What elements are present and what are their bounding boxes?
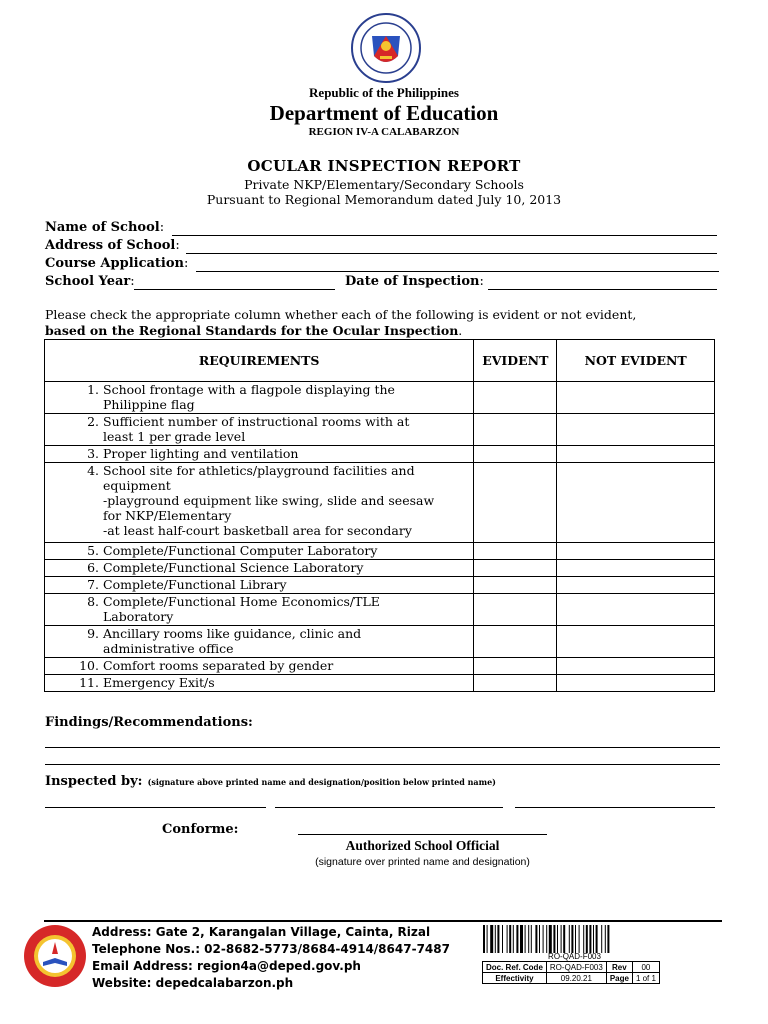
school-official-signature[interactable] xyxy=(298,834,547,835)
barcode-bar xyxy=(507,925,508,953)
footer-divider xyxy=(44,920,722,922)
requirement-number: 11. xyxy=(79,675,99,690)
report-title: OCULAR INSPECTION REPORT xyxy=(247,157,521,175)
evident-header: EVIDENT xyxy=(474,340,557,382)
header-department: Department of Education xyxy=(269,101,499,125)
inspected-by-note: (signature above printed name and designation/position below printed name) xyxy=(147,777,496,787)
course-application-field: Course Application: xyxy=(45,256,189,271)
barcode-bar xyxy=(543,925,544,953)
requirement-text: Complete/Functional Library xyxy=(103,577,287,592)
table-row xyxy=(45,560,715,577)
table-row xyxy=(45,658,715,675)
not-evident-checkbox-cell[interactable] xyxy=(557,658,715,675)
barcode-bar xyxy=(546,925,547,953)
footer-contact xyxy=(92,924,450,992)
date-of-inspection-input[interactable] xyxy=(488,289,717,290)
requirement-cell xyxy=(45,658,474,675)
not-evident-checkbox-cell[interactable] xyxy=(557,675,715,692)
requirement-text: Proper lighting and ventilation xyxy=(103,446,299,461)
requirements-header: REQUIREMENTS xyxy=(45,340,474,382)
requirement-cell xyxy=(45,675,474,692)
requirement-cell xyxy=(45,594,474,626)
effectivity-value: 09.20.21 xyxy=(546,973,606,984)
barcode-bar xyxy=(563,925,565,953)
header-region: REGION IV-A CALABARZON xyxy=(308,126,460,138)
page-value: 1 of 1 xyxy=(632,973,659,984)
table-row xyxy=(45,543,715,560)
not-evident-checkbox-cell[interactable] xyxy=(557,560,715,577)
evident-checkbox-cell[interactable] xyxy=(474,577,557,594)
inspector-signature-3[interactable] xyxy=(515,807,715,808)
deped-seal-icon xyxy=(350,12,422,84)
requirement-cell xyxy=(45,560,474,577)
barcode-bar xyxy=(575,925,576,953)
address-of-school-input[interactable] xyxy=(186,253,717,254)
deped-seal xyxy=(350,12,422,84)
barcode-text: RO-QAD-F003 xyxy=(548,952,601,961)
findings-line-2[interactable] xyxy=(45,764,720,765)
doc-ref-value: RO-QAD-F003 xyxy=(546,962,606,973)
requirement-text: Sufficient number of instructional rooms with at least 1 per grade level xyxy=(103,414,410,444)
requirement-text: School frontage with a flagpole displaying the Philippine flag xyxy=(103,382,395,412)
course-application-input[interactable] xyxy=(196,271,719,272)
requirement-text: Complete/Functional Computer Laboratory xyxy=(103,543,378,558)
table-header-row xyxy=(45,340,715,382)
footer-telephone: Telephone Nos.: 02-8682-5773/8684-4914/8647-7487 xyxy=(92,942,450,956)
requirement-cell xyxy=(45,543,474,560)
barcode-bar xyxy=(528,925,529,953)
evident-checkbox-cell[interactable] xyxy=(474,560,557,577)
rev-value: 00 xyxy=(632,962,659,973)
barcode-bar xyxy=(539,925,540,953)
barcode-bar xyxy=(497,925,499,953)
evident-checkbox-cell[interactable] xyxy=(474,658,557,675)
evident-checkbox-cell[interactable] xyxy=(474,594,557,626)
table-row xyxy=(45,446,715,463)
requirement-cell xyxy=(45,577,474,594)
barcode-bar xyxy=(531,925,532,953)
inspector-signature-2[interactable] xyxy=(275,807,503,808)
requirements-table xyxy=(44,339,715,692)
evident-checkbox-cell[interactable] xyxy=(474,543,557,560)
barcode-bar xyxy=(593,925,594,953)
not-evident-checkbox-cell[interactable] xyxy=(557,446,715,463)
table-row xyxy=(45,594,715,626)
date-of-inspection-label: Date of Inspection xyxy=(345,274,480,289)
report-subtitle-1: Private NKP/Elementary/Secondary Schools xyxy=(244,177,524,192)
requirement-text: School site for athletics/playground facilities and equipment -playground equipment like swing, slide and seesaw for NKP/Elementary -at least half-court basketball area for secondary xyxy=(103,463,435,538)
findings-line-1[interactable] xyxy=(45,747,720,748)
barcode xyxy=(483,925,666,953)
requirement-cell xyxy=(45,626,474,658)
requirement-text: Comfort rooms separated by gender xyxy=(103,658,334,673)
rev-label: Rev xyxy=(606,962,632,973)
requirement-number: 3. xyxy=(87,446,99,461)
not-evident-checkbox-cell[interactable] xyxy=(557,577,715,594)
barcode-icon xyxy=(483,925,666,953)
doc-ref-table xyxy=(482,961,660,984)
evident-checkbox-cell[interactable] xyxy=(474,675,557,692)
instructions-line-2: based on the Regional Standards for the Ocular Inspection. xyxy=(45,323,463,338)
barcode-bar xyxy=(487,925,488,953)
not-evident-checkbox-cell[interactable] xyxy=(557,414,715,446)
requirement-text: Complete/Functional Home Economics/TLE Laboratory xyxy=(103,594,380,624)
requirement-number: 2. xyxy=(87,414,99,429)
requirement-number: 10. xyxy=(79,658,99,673)
barcode-bar xyxy=(553,925,555,953)
barcode-bar xyxy=(586,925,588,953)
header-republic: Republic of the Philippines xyxy=(309,85,459,100)
school-year-field: School Year: xyxy=(45,274,135,289)
barcode-bar xyxy=(549,925,552,953)
evident-checkbox-cell[interactable] xyxy=(474,382,557,414)
requirement-cell xyxy=(45,382,474,414)
table-row xyxy=(45,626,715,658)
not-evident-checkbox-cell[interactable] xyxy=(557,382,715,414)
barcode-bar xyxy=(607,925,609,953)
effectivity-label: Effectivity xyxy=(483,973,547,984)
authorized-official-label: Authorized School Official xyxy=(345,838,500,853)
conforme-label: Conforme: xyxy=(162,822,239,837)
footer-website: Website: depedcalabarzon.ph xyxy=(92,976,294,990)
evident-checkbox-cell[interactable] xyxy=(474,463,557,543)
name-of-school-input[interactable] xyxy=(172,235,717,236)
regional-logo-icon xyxy=(23,924,87,988)
barcode-bar xyxy=(516,925,518,953)
address-of-school-label: Address of School xyxy=(45,238,176,253)
barcode-bar xyxy=(513,925,514,953)
table-row xyxy=(45,577,715,594)
barcode-bar xyxy=(561,925,562,953)
page-label: Page xyxy=(606,973,632,984)
barcode-bar xyxy=(483,925,485,953)
footer-address: Address: Gate 2, Karangalan Village, Cainta, Rizal xyxy=(92,925,431,939)
inspected-by-label: Inspected by: xyxy=(45,774,143,789)
barcode-bar xyxy=(579,925,580,953)
table-row xyxy=(45,414,715,446)
inspected-by-row xyxy=(45,770,496,789)
regional-logo xyxy=(23,924,87,988)
evident-checkbox-cell[interactable] xyxy=(474,446,557,463)
requirement-cell xyxy=(45,446,474,463)
requirement-number: 9. xyxy=(87,626,99,641)
name-of-school-field: Name of School: xyxy=(45,220,165,235)
not-evident-header: NOT EVIDENT xyxy=(557,340,715,382)
barcode-bar xyxy=(502,925,503,953)
requirement-text: Complete/Functional Science Laboratory xyxy=(103,560,364,575)
barcode-bar xyxy=(520,925,523,953)
course-application-label: Course Application xyxy=(45,256,184,271)
school-year-label: School Year xyxy=(45,274,131,289)
not-evident-checkbox-cell[interactable] xyxy=(557,463,715,543)
barcode-bar xyxy=(569,925,570,953)
findings-label: Findings/Recommendations: xyxy=(45,715,253,730)
barcode-bar xyxy=(557,925,558,953)
conforme-note: (signature over printed name and designation) xyxy=(315,856,530,868)
not-evident-checkbox-cell[interactable] xyxy=(557,626,715,658)
requirement-number: 6. xyxy=(87,560,99,575)
date-of-inspection-field: Date of Inspection: xyxy=(345,274,484,289)
doc-ref-label: Doc. Ref. Code xyxy=(483,962,547,973)
school-year-input[interactable] xyxy=(134,289,335,290)
barcode-bar xyxy=(596,925,598,953)
requirement-number: 4. xyxy=(87,463,99,478)
report-subtitle-2: Pursuant to Regional Memorandum dated July 10, 2013 xyxy=(206,192,562,207)
not-evident-checkbox-cell[interactable] xyxy=(557,594,715,626)
instructions-line-1: Please check the appropriate column whether each of the following is evident or not evident, xyxy=(45,307,637,322)
requirement-number: 8. xyxy=(87,594,99,609)
evident-checkbox-cell[interactable] xyxy=(474,626,557,658)
requirement-number: 1. xyxy=(87,382,99,397)
requirement-cell xyxy=(45,463,474,543)
barcode-bar xyxy=(589,925,591,953)
barcode-bar xyxy=(509,925,511,953)
name-of-school-label: Name of School xyxy=(45,220,160,235)
barcode-bar xyxy=(495,925,496,953)
barcode-bar xyxy=(601,925,602,953)
barcode-bar xyxy=(571,925,573,953)
requirement-number: 5. xyxy=(87,543,99,558)
requirement-text: Ancillary rooms like guidance, clinic and administrative office xyxy=(103,626,362,656)
not-evident-checkbox-cell[interactable] xyxy=(557,543,715,560)
inspector-signature-1[interactable] xyxy=(45,807,266,808)
barcode-bar xyxy=(525,925,526,953)
barcode-bar xyxy=(535,925,537,953)
requirement-text: Emergency Exit/s xyxy=(103,675,215,690)
table-row xyxy=(45,675,715,692)
evident-checkbox-cell[interactable] xyxy=(474,414,557,446)
address-of-school-field: Address of School: xyxy=(45,238,180,253)
requirement-cell xyxy=(45,414,474,446)
footer-email: Email Address: region4a@deped.gov.ph xyxy=(92,959,361,973)
barcode-bar xyxy=(583,925,584,953)
barcode-bar xyxy=(605,925,606,953)
table-row xyxy=(45,382,715,414)
requirement-number: 7. xyxy=(87,577,99,592)
barcode-bar xyxy=(490,925,493,953)
table-row xyxy=(45,463,715,543)
